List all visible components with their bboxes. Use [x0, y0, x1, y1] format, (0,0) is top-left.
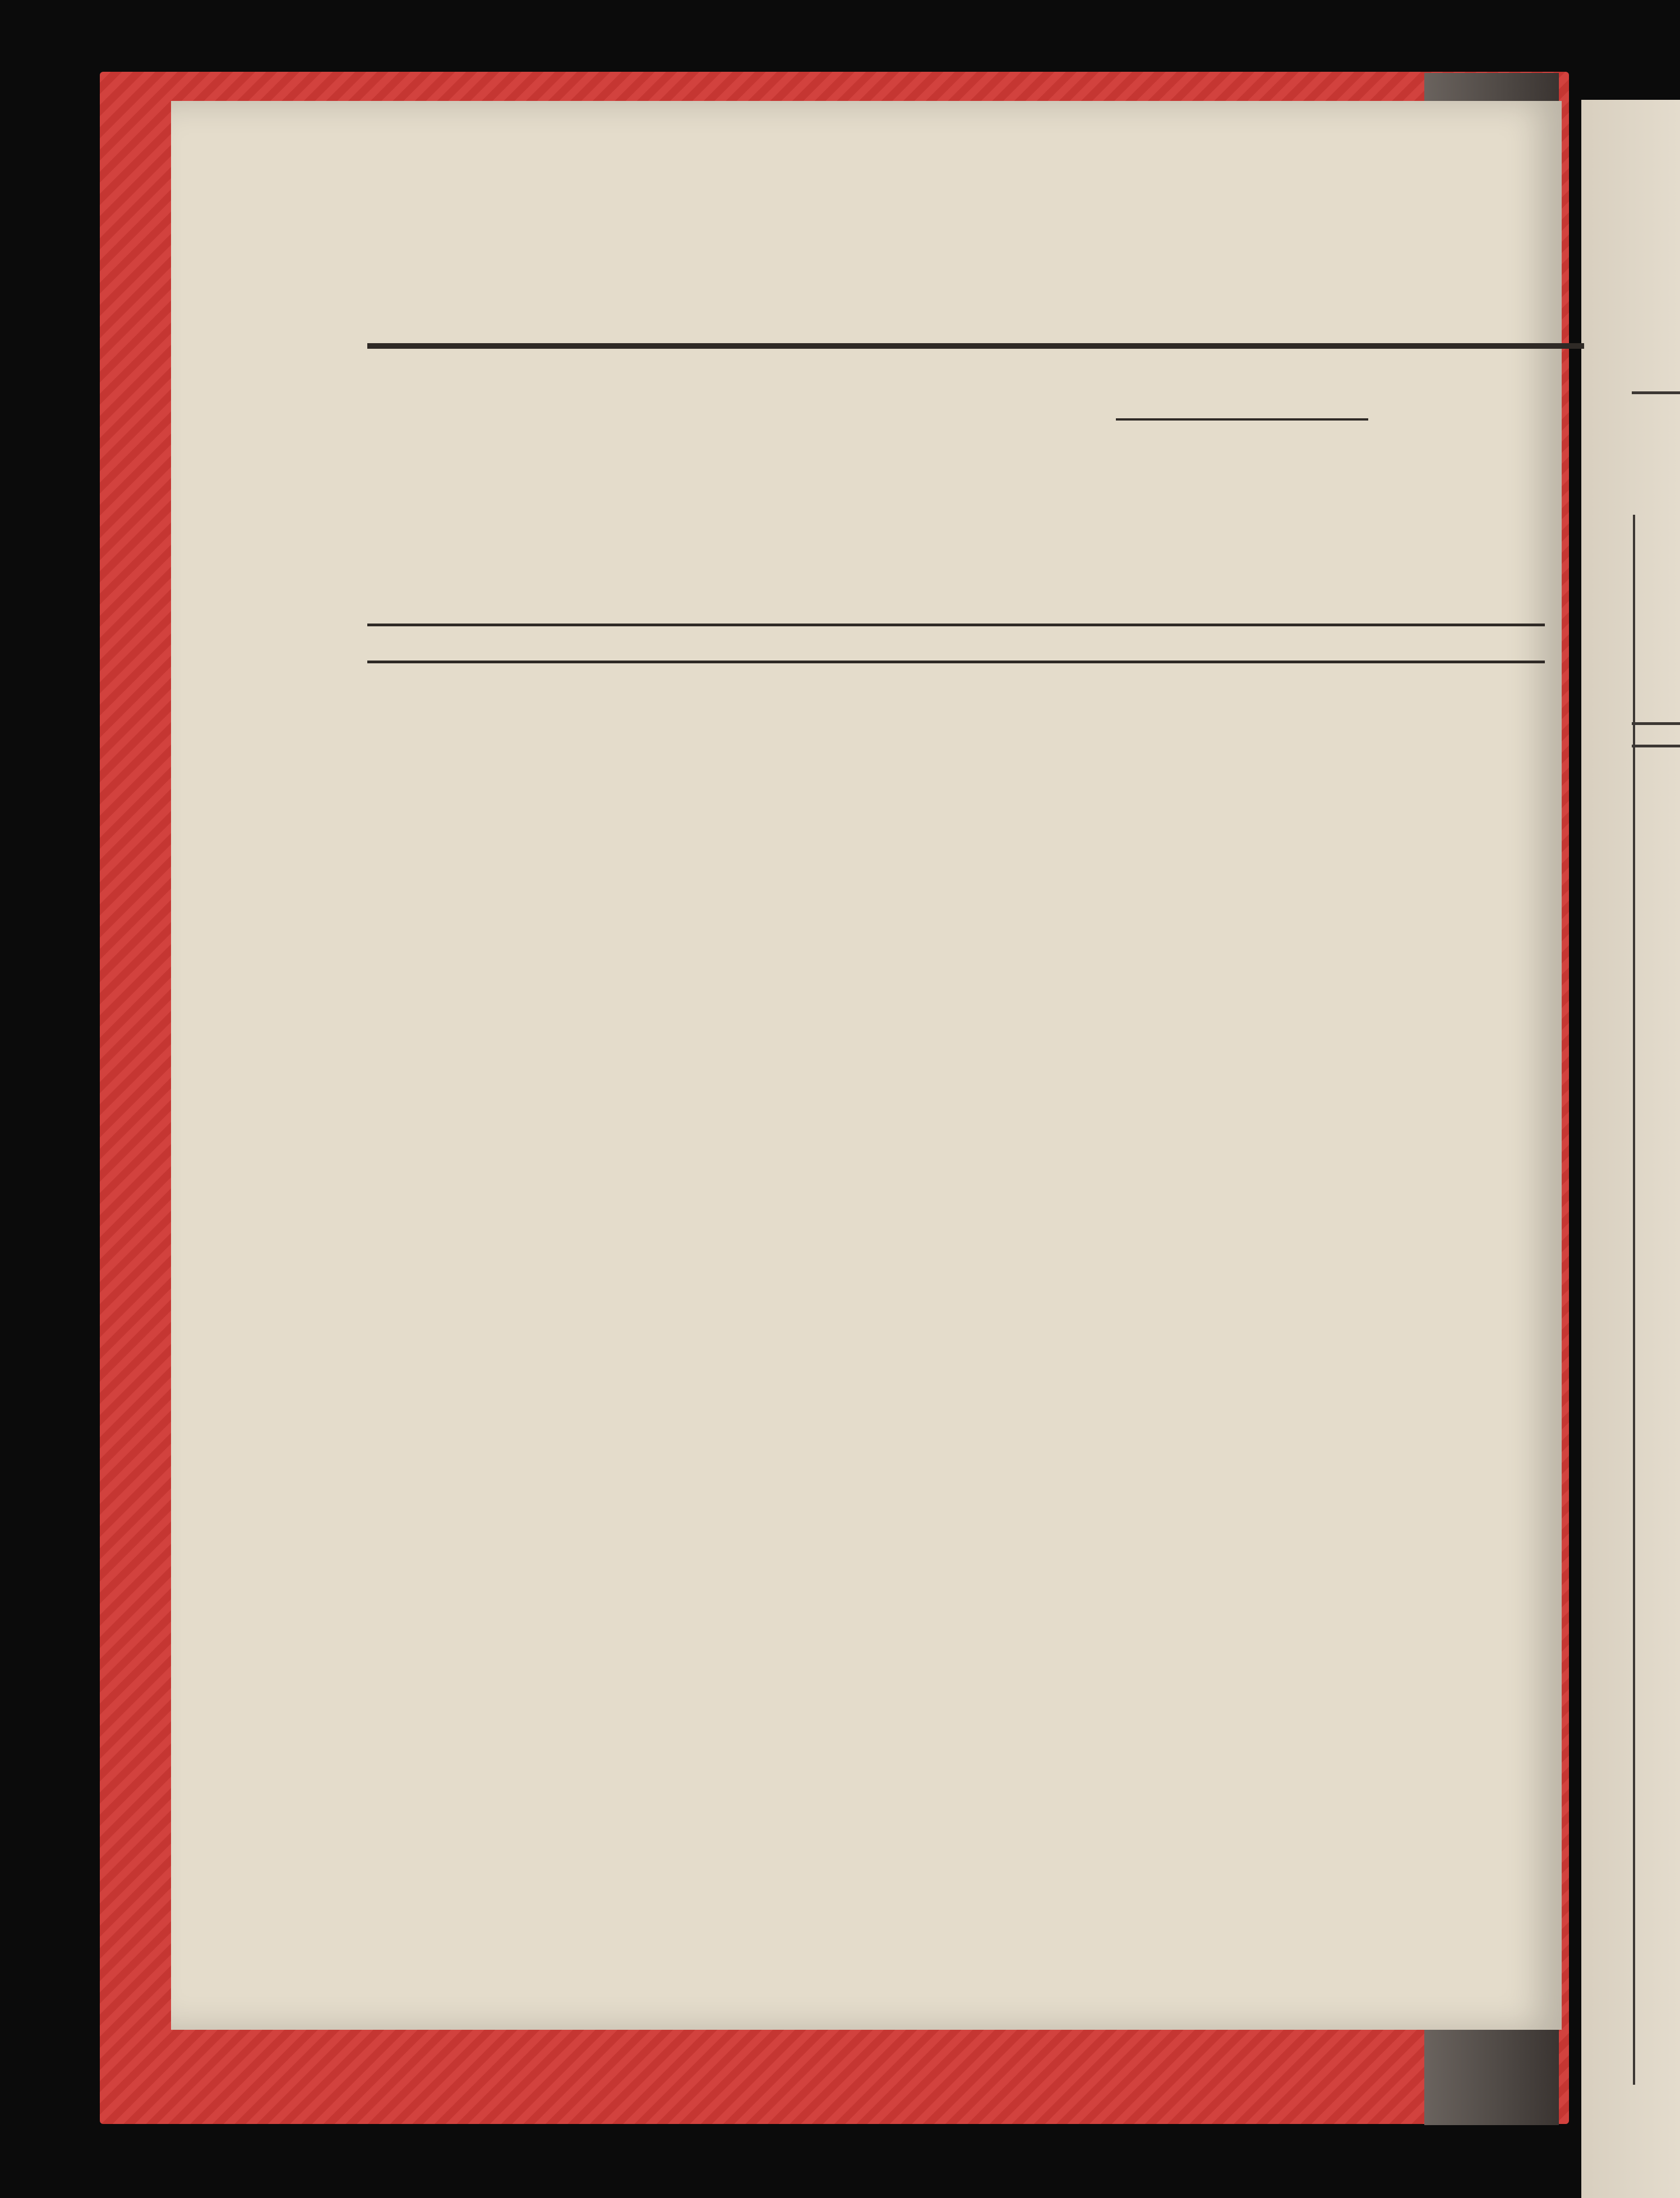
adjacent-vline — [1633, 515, 1635, 2085]
adjacent-rule — [1632, 391, 1680, 394]
header-col4 — [1061, 359, 1082, 617]
top-rule — [367, 343, 1584, 349]
group-rule — [1116, 418, 1368, 421]
adjacent-page — [1581, 100, 1680, 2198]
header-col9 — [1307, 437, 1328, 617]
document-page — [171, 101, 1562, 2030]
header-rule — [367, 624, 1545, 626]
header-col3 — [945, 392, 966, 617]
adjacent-rule — [1632, 745, 1680, 747]
header-col10 — [1379, 392, 1401, 617]
header-col11 — [1475, 381, 1496, 617]
numbers-rule — [367, 661, 1545, 663]
adjacent-rule — [1632, 722, 1680, 725]
